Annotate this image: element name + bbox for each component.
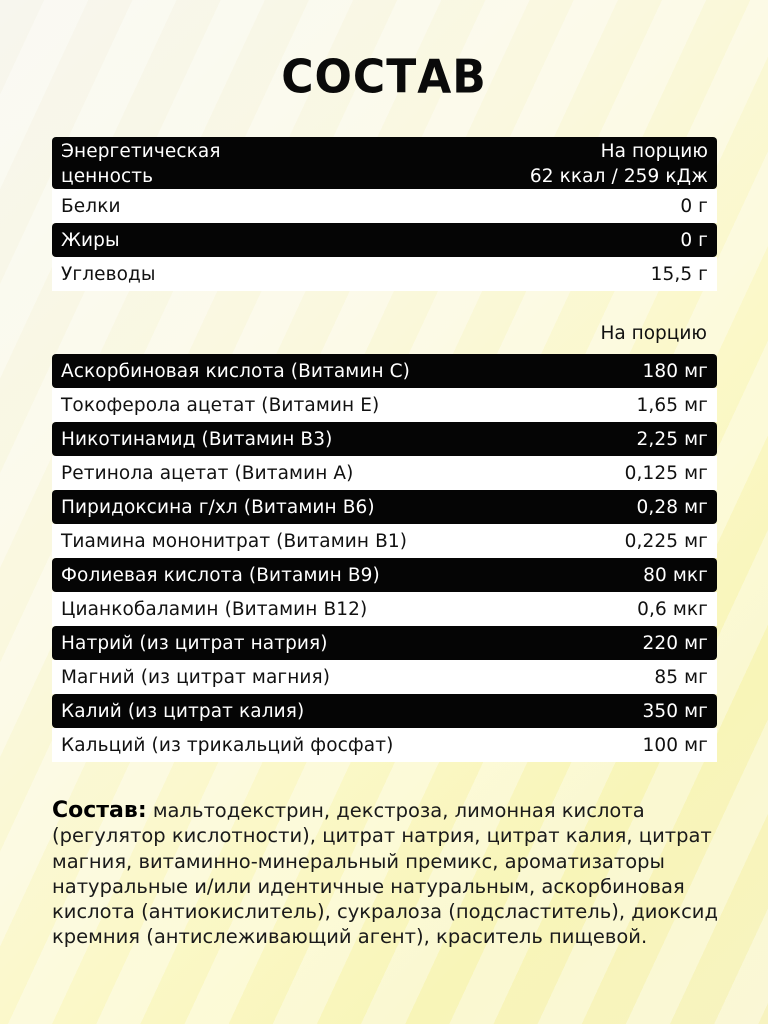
row-value: 220 мг: [642, 632, 708, 654]
row-value: 0,28 мг: [636, 496, 708, 518]
row-value: 0,125 мг: [624, 462, 708, 484]
per-portion-label: На порцию: [600, 323, 707, 344]
energy-kcal-kj: 62 ккал / 259 кДж: [529, 165, 708, 187]
energy-label-line2: ценность: [61, 165, 154, 187]
row-value: 85 мг: [654, 666, 708, 688]
row-name: Тиамина мононитрат (Витамин В1): [61, 530, 408, 552]
row-value: 0,6 мкг: [637, 598, 708, 620]
row-name: Магний (из цитрат магния): [61, 666, 331, 688]
table-row: [52, 456, 717, 490]
row-name: Жиры: [61, 229, 120, 251]
table-row: [52, 626, 717, 660]
per-portion-header: На порцию: [600, 140, 708, 162]
table-row: [52, 694, 717, 728]
row-value: 0,225 мг: [624, 530, 708, 552]
row-name: Натрий (из цитрат натрия): [61, 632, 328, 654]
table-row: [52, 524, 717, 558]
row-value: 1,65 мг: [636, 394, 708, 416]
row-value: 100 мг: [642, 734, 708, 756]
row-name: Пиридоксина г/хл (Витамин В6): [61, 496, 375, 518]
row-value: 0 г: [680, 229, 708, 251]
row-value: 350 мг: [642, 700, 708, 722]
energy-header-row: [52, 137, 717, 189]
table-row: [52, 558, 717, 592]
row-name: Калий (из цитрат калия): [61, 700, 305, 722]
table-row: [52, 728, 717, 762]
row-name: Никотинамид (Витамин В3): [61, 428, 333, 450]
energy-value: [530, 138, 708, 189]
table-row-fat: [52, 223, 717, 257]
composition-text: мальтодекстрин, декстроза, лимонная кислота (регулятор кислотности), цитрат натрия, цитрат калия, цитрат магния, витаминно-минеральный премикс, ароматизаторы натуральные и/или идентичные натуральным, аскорбиновая кислота (антиокислитель), сукралоза (подсластитель), диоксид кремния (антислеживающий агент), краситель пищевой.: [52, 799, 718, 949]
table-row: [52, 592, 717, 626]
table-row-carbs: [52, 257, 717, 291]
row-value: 0 г: [680, 195, 708, 217]
row-name: Аскорбиновая кислота (Витамин С): [61, 360, 410, 382]
page-title: СОСТАВ: [281, 50, 487, 105]
energy-label: [61, 138, 221, 189]
table-row: [52, 354, 717, 388]
composition-label: Состав:: [52, 798, 147, 823]
energy-label-line1: Энергетическая: [61, 140, 221, 162]
table-row-protein: [52, 189, 717, 223]
row-name: Ретинола ацетат (Витамин А): [61, 462, 354, 484]
table-row: [52, 490, 717, 524]
row-value: 80 мкг: [643, 564, 708, 586]
energy-table: [52, 137, 717, 291]
row-value: 2,25 мг: [636, 428, 708, 450]
table-row: [52, 388, 717, 422]
row-name: Белки: [61, 195, 121, 217]
row-name: Углеводы: [61, 263, 156, 285]
composition-paragraph: [52, 798, 732, 950]
nutrients-table: [52, 354, 717, 762]
row-name: Токоферола ацетат (Витамин Е): [61, 394, 380, 416]
table-row: [52, 422, 717, 456]
row-name: Цианкобаламин (Витамин В12): [61, 598, 368, 620]
row-value: 180 мг: [642, 360, 708, 382]
table-row: [52, 660, 717, 694]
row-name: Фолиевая кислота (Витамин В9): [61, 564, 380, 586]
row-value: 15,5 г: [650, 263, 708, 285]
row-name: Кальций (из трикальций фосфат): [61, 734, 394, 756]
